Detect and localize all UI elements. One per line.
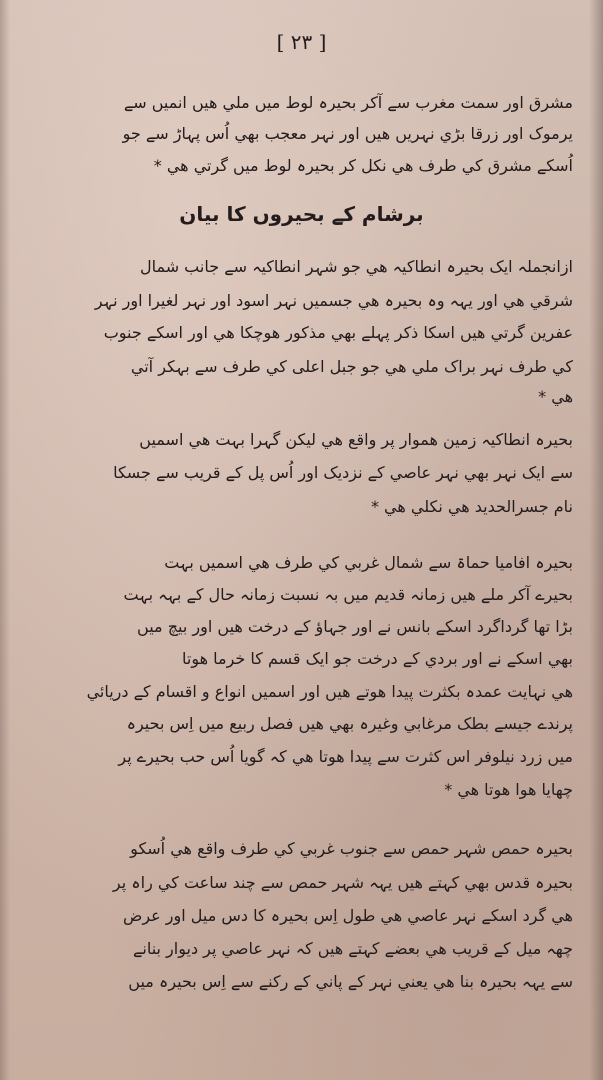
text-line: سے ایک نہر بھي نہر عاصي کے نزدیک اور اُس پل کے قریب سے جسکا — [113, 463, 573, 482]
text-line: سے یہہ بحیرہ بنا هي یعني نہر کے پاني کے رکنے سے اِس بحیرہ میں — [128, 972, 573, 991]
text-line: میں زرد نیلوفر اس کثرت سے پیدا هوتا هي کہ گویا اُس حب بحیرے پر — [118, 747, 573, 766]
text-line: بڑا تھا گرداگرد اسکے بانس نے اور جہاؤ کے درخت هیں اور بیچ میں — [137, 617, 573, 636]
text-line: بھي اسکے نے اور بردي کے درخت جو ایک قسم کا خرما هوتا — [182, 649, 573, 668]
text-line: یرموک اور زرقا بڑي نہریں هیں اور نہر معجب بھي اُس پہاڑ سے جو — [122, 124, 573, 143]
text-line: چھہ میل کے قریب هي بعضے کہتے هیں کہ نہر عاصي پر دیوار بنانے — [132, 939, 573, 958]
text-line: چھایا هوا هوتا هي * — [444, 780, 573, 799]
text-line: عفرین گرتي هیں اسکا ذکر پہلے بھي مذکور هوچکا هي اور اسکے جنوب — [103, 323, 573, 342]
text-line: ازانجملہ ایک بحیرہ انطاکیہ هي جو شہر انطاکیہ سے جانب شمال — [139, 257, 573, 276]
text-line: هي نہایت عمدہ بکثرت پیدا هوتے هیں اور اسمیں انواع و اقسام کے دریائي — [86, 682, 573, 701]
text-line: هي گرد اسکے نہر عاصي هي طول اِس بحیرہ کا دس میل اور عرض — [123, 906, 573, 925]
text-line: بحیرہ قدس بھي کہتے هیں یہہ شہر حمص سے چند ساعت کي راہ پر — [112, 873, 573, 892]
text-line: شرقي هي اور یہہ وہ بحیرہ هي جسمیں نہر اسود اور نہر لغیرا اور نہر — [94, 291, 573, 310]
text-line: هي * — [538, 387, 573, 406]
text-line: بحیرہ انطاکیہ زمین هموار پر واقع هي لیکن گہرا بہت هي اسمیں — [139, 430, 573, 449]
book-spine-shadow — [589, 0, 603, 1080]
page-edge-shadow — [0, 0, 10, 1080]
text-line: کي طرف نہر براک ملي هي جو جبل اعلی کي طرف سے بہکر آتي — [130, 357, 573, 376]
text-line: نام جسرالحدید هي نکلي هي * — [370, 497, 573, 516]
page-number: [ ٢٣ ] — [276, 30, 327, 54]
text-line: پرندے جیسے بطک مرغابي وغیرہ بھي هیں فصل ربیع میں اِس بحیرہ — [126, 714, 573, 733]
text-line: مشرق اور سمت مغرب سے آکر بحیرہ لوط میں ملي هیں انمیں سے — [123, 93, 573, 112]
section-heading: برشام کے بحیروں کا بیان — [179, 202, 424, 226]
text-line: اُسکے مشرق کي طرف هي نکل کر بحیرہ لوط میں گرتي هي * — [153, 156, 573, 175]
text-line: بحیرہ افامیا حماۃ سے شمال غربي کي طرف هي اسمیں بہت — [164, 553, 573, 572]
text-line: بحیرہ حمص شہر حمص سے جنوب غربي کي طرف واقع هي اُسکو — [130, 839, 573, 858]
text-line: بحیرے آکر ملے هیں زمانہ قدیم میں بہ نسبت زمانہ حال کے بہہ بہت — [123, 585, 573, 604]
